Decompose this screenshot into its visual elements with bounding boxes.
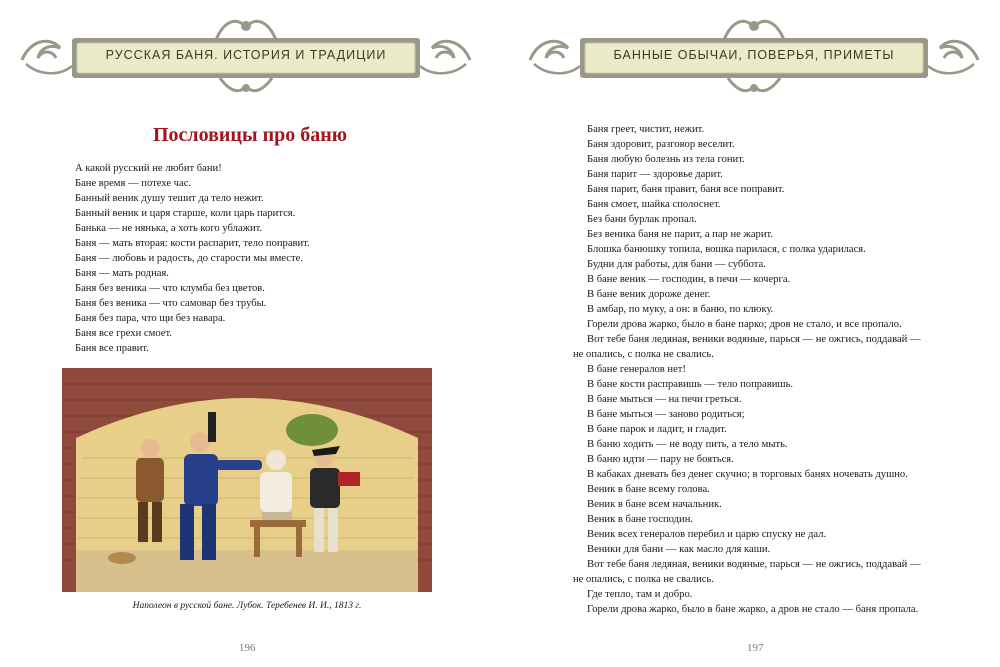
section-title: Пословицы про баню	[152, 124, 348, 146]
list-item: не опались, с полка не свались.	[573, 349, 714, 360]
list-item: Баня без веника — что самовар без трубы.	[75, 298, 267, 309]
list-item: Без веника баня не парит, а пар не жарит.	[587, 229, 773, 240]
list-item: Баня греет, чистит, нежит.	[587, 124, 705, 135]
list-item: Без бани бурлак пропал.	[587, 214, 697, 225]
list-item: Баня парит, баня правит, баня все поправит.	[587, 184, 785, 195]
list-item: Веник всех генералов перебил и царю спуску не дал.	[587, 529, 827, 540]
right-header-banner	[528, 14, 980, 96]
list-item: Веник в бане всему голова.	[587, 484, 710, 495]
list-item: Баня парит — здоровье дарит.	[587, 169, 723, 180]
list-item: Где тепло, там и добро.	[587, 589, 693, 600]
list-item: Баня — любовь и радость, до старости мы вместе.	[75, 253, 303, 264]
list-item: В бане генералов нет!	[587, 364, 686, 375]
list-item: Бане время — потехе час.	[75, 178, 192, 189]
list-item: В бане мыться — на печи греться.	[587, 394, 742, 405]
list-item: Веник в бане господин.	[587, 514, 694, 525]
list-item: Веники для бани — как масло для каши.	[587, 544, 771, 555]
proverbs-list-right	[573, 122, 953, 617]
list-item: В бане парок и ладит, и гладит.	[587, 424, 727, 435]
list-item: Вот тебе баня ледяная, веники водяные, парься — не ожгись, поддавай —	[587, 559, 921, 570]
list-item: Баня — мать вторая: кости распарит, тело поправит.	[75, 238, 310, 249]
list-item: В баню идти — пару не бояться.	[587, 454, 734, 465]
list-item: В бане веник — господин, в печи — кочерга.	[587, 274, 791, 285]
page-number-right: 197	[747, 642, 764, 654]
list-item: Баня здоровит, разговор веселит.	[587, 139, 735, 150]
list-item: Банька — не нянька, а хоть кого ублажит.	[75, 223, 263, 234]
list-item: Веник в бане всем начальник.	[587, 499, 722, 510]
list-item: Будни для работы, для бани — суббота.	[587, 259, 766, 270]
page-number-left: 196	[239, 642, 256, 654]
list-item: В амбар, по муку, а он: в баню, по клюку.	[587, 304, 774, 315]
list-item: А какой русский не любит бани!	[75, 163, 222, 174]
list-item: Баня любую болезнь из тела гонит.	[587, 154, 745, 165]
illustration-caption: Наполеон в русской бане. Лубок. Теребенев И. И., 1813 г.	[132, 601, 362, 611]
list-item: В кабаках дневать без денег скучно; в торговых банях ночевать душно.	[587, 469, 908, 480]
list-item: Баня все правит.	[75, 343, 149, 354]
list-item: Вот тебе баня ледяная, веники водяные, парься — не ожгись, поддавай —	[587, 334, 921, 345]
left-running-header: РУССКАЯ БАНЯ. ИСТОРИЯ И ТРАДИЦИИ	[105, 48, 387, 62]
list-item: Горели дрова жарко, было в бане парко; дров не стало, и все пропало.	[587, 319, 902, 330]
list-item: не опались, с полка не свались.	[573, 574, 714, 585]
list-item: В бане веник дороже денег.	[587, 289, 711, 300]
list-item: Баня без пара, что щи без навара.	[75, 313, 226, 324]
list-item: Горели дрова жарко, было в бане жарко, а дров не стало — баня пропала.	[587, 604, 919, 615]
list-item: Банный веник и царя старше, коли царь парится.	[75, 208, 296, 219]
list-item: Банный веник душу тешит да тело нежит.	[75, 193, 264, 204]
right-running-header: БАННЫЕ ОБЫЧАИ, ПОВЕРЬЯ, ПРИМЕТЫ	[613, 48, 895, 62]
list-item: Блошка банюшку топила, вошка парилася, с полка ударилася.	[587, 244, 866, 255]
list-item: Баня все грехи смоет.	[75, 328, 172, 339]
list-item: В баню ходить — не воду пить, а тело мыть.	[587, 439, 788, 450]
list-item: Баня смоет, шайка сполоснет.	[587, 199, 721, 210]
list-item: Баня без веника — что клумба без цветов.	[75, 283, 265, 294]
list-item: Баня — мать родная.	[75, 268, 169, 279]
list-item: В бане кости расправишь — тело поправишь.	[587, 379, 794, 390]
list-item: В бане мыться — заново родиться;	[587, 409, 745, 420]
